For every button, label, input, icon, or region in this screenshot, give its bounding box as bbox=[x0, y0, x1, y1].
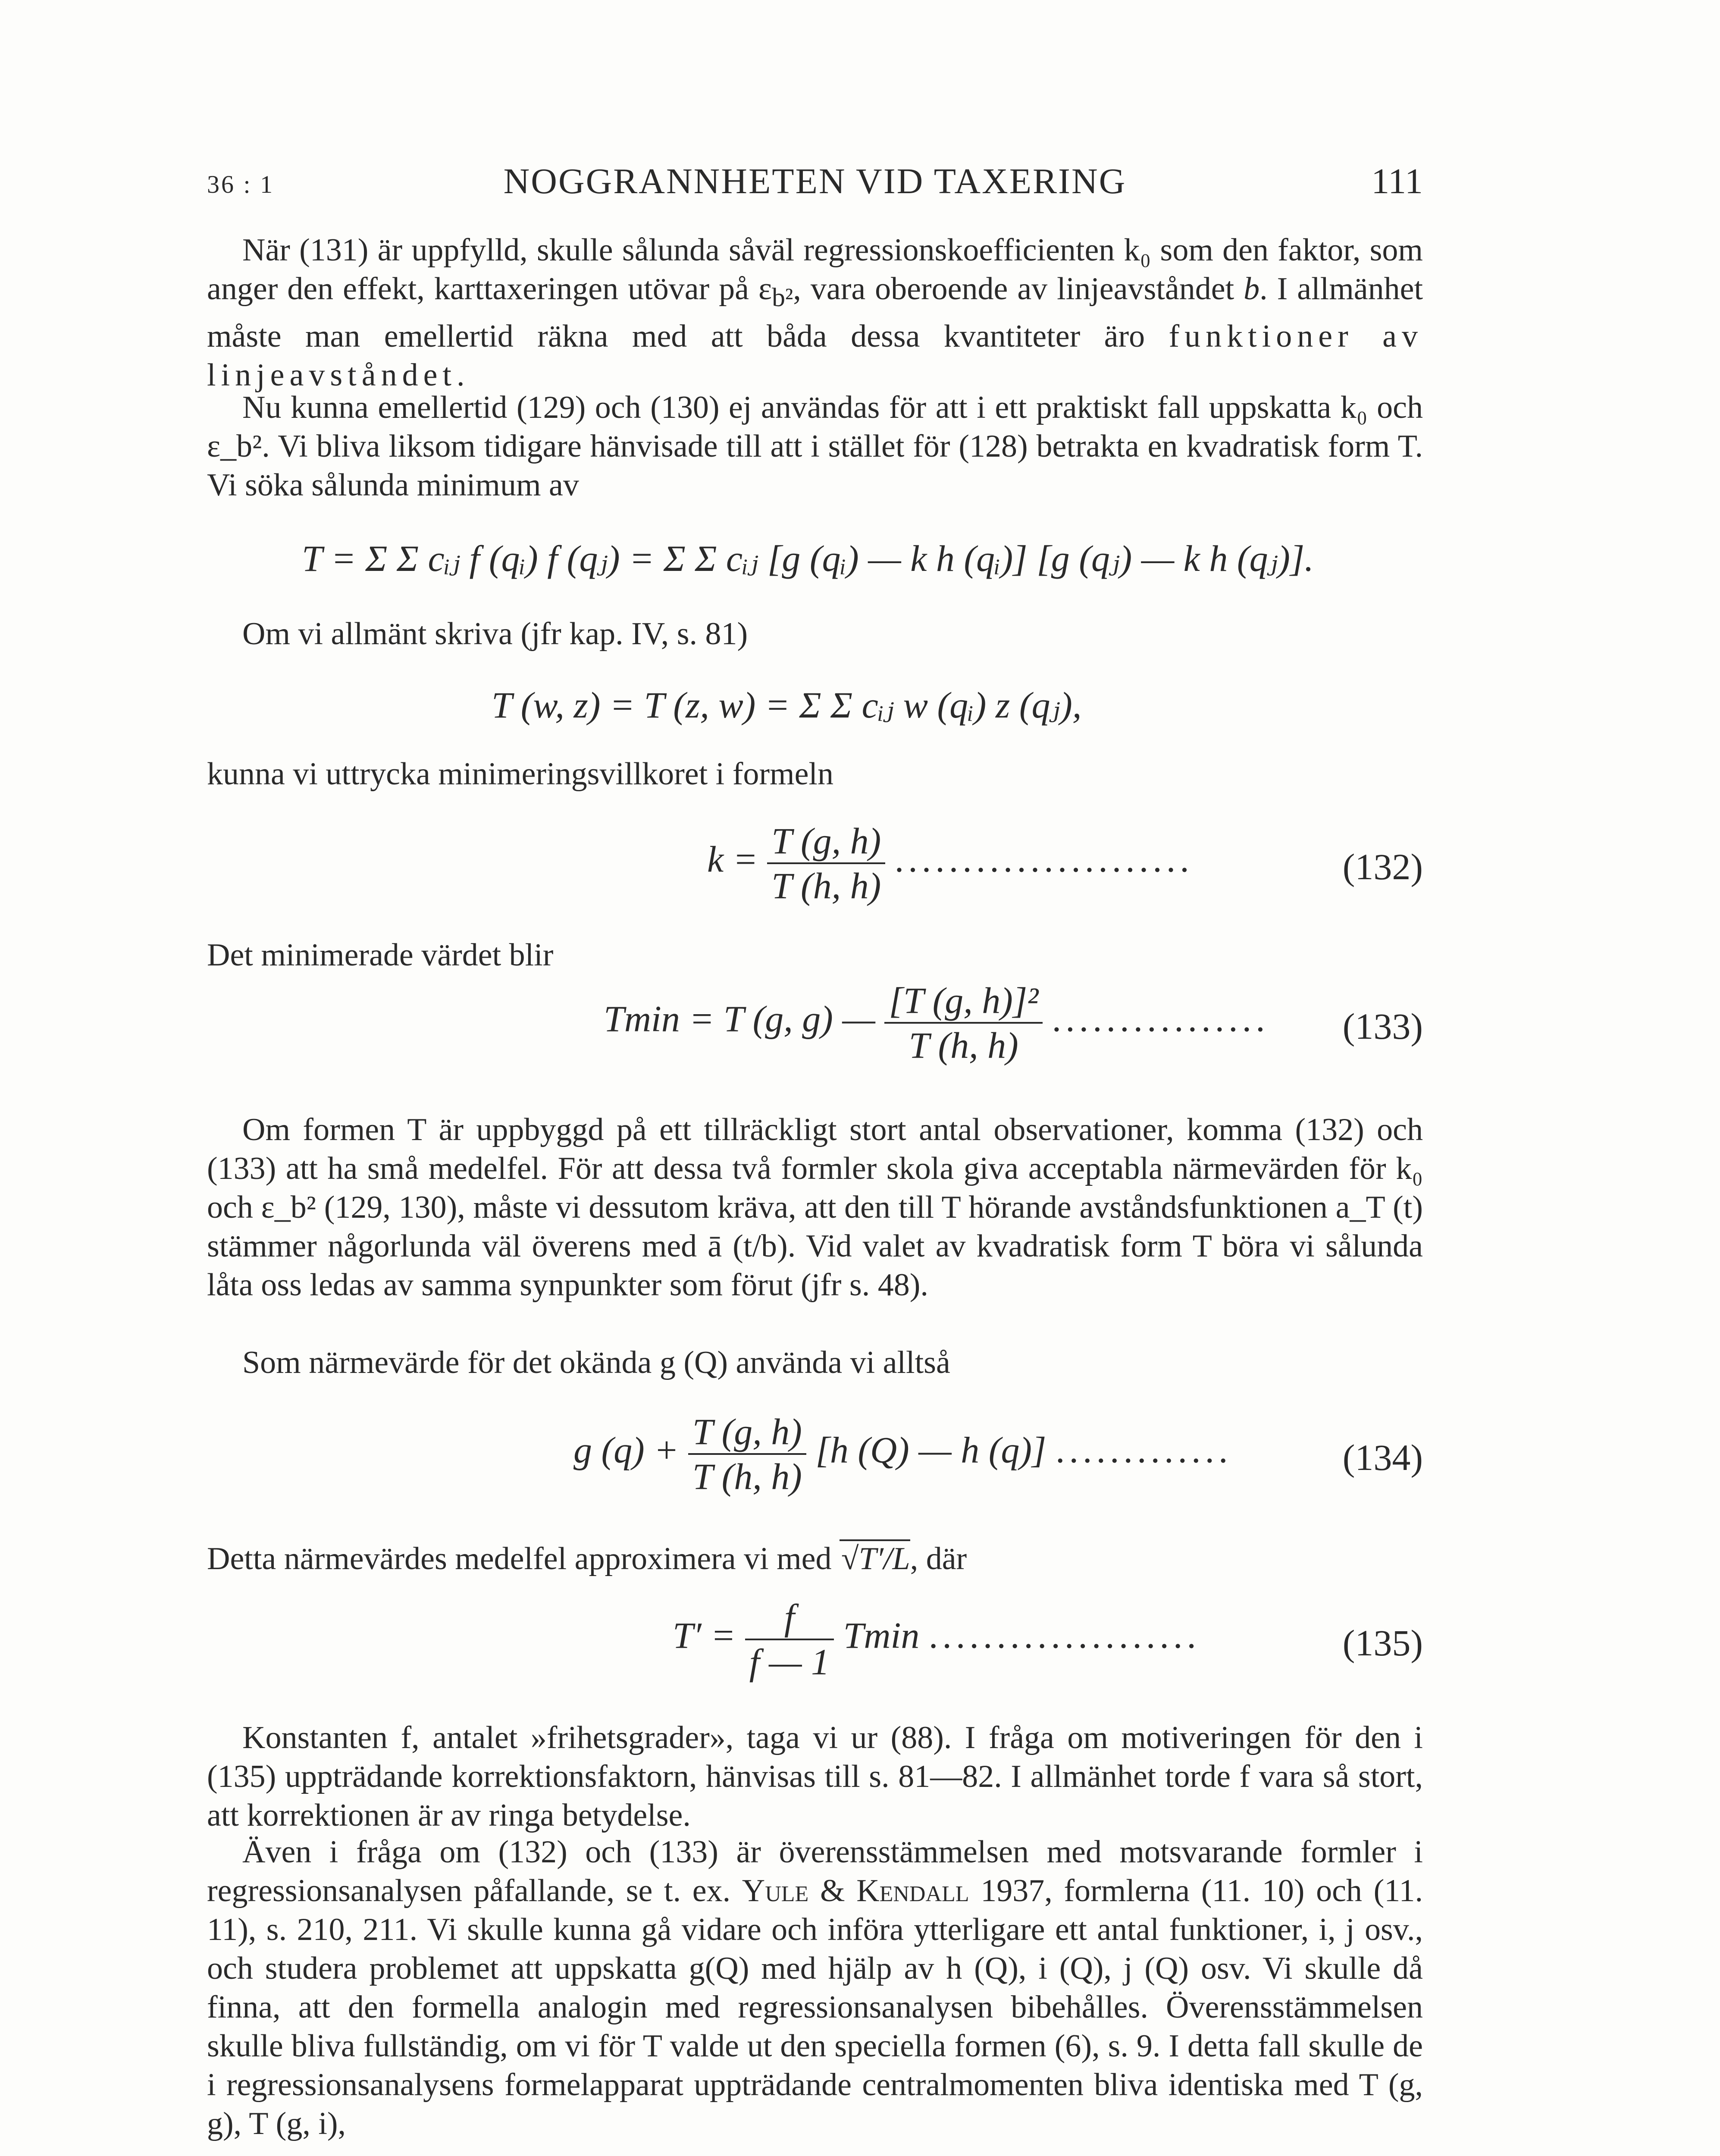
eq132-leaders: ...................... bbox=[894, 838, 1194, 880]
paragraph-1-emphasis: funktioner av linjeavståndet bbox=[207, 318, 1423, 393]
page-number: 111 bbox=[1371, 161, 1423, 201]
eq132-numerator: T (g, h) bbox=[767, 819, 885, 864]
paragraph-1-e: . I allmänhet måste man emellertid räkna med att båda dessa kvantiteter äro bbox=[207, 271, 1423, 354]
eq133-numerator: [T (g, h)]² bbox=[884, 979, 1043, 1024]
running-title: NOGGRANNHETEN VID TAXERING bbox=[503, 161, 1127, 201]
eq135-leaders: .................... bbox=[928, 1614, 1200, 1656]
eq132-fraction bbox=[767, 819, 885, 907]
eq133-leaders: ................ bbox=[1052, 998, 1269, 1040]
paragraph-1-g: . bbox=[456, 357, 465, 393]
eq135-fraction bbox=[745, 1595, 834, 1683]
paragraph-8 bbox=[207, 1539, 1423, 1578]
paragraph-1-b: b² bbox=[772, 282, 793, 312]
equation-132 bbox=[707, 819, 1423, 914]
eq132-number: (132) bbox=[1342, 846, 1423, 887]
section-number: 36 : 1 bbox=[207, 170, 275, 198]
eq135-denominator: f — 1 bbox=[749, 1641, 830, 1683]
equation-135 bbox=[673, 1595, 1423, 1690]
citation-authors: Yule & Kendall bbox=[742, 1873, 969, 1908]
sqrt-expression: √T′/L bbox=[840, 1539, 910, 1576]
paragraph-9: Konstanten f, antalet »frihetsgrader», taga vi ur (88). I fråga om motiveringen för den i (135) uppträdande korrektionsfaktorn, hänvisas till s. 81—82. I allmänhet torde f vara så stort, att korrektionen är av ringa betydelse. bbox=[207, 1720, 1423, 1833]
eq135-lhs: T′ = bbox=[673, 1614, 736, 1656]
eq134-leaders: ............. bbox=[1055, 1429, 1232, 1471]
eq135-number: (135) bbox=[1342, 1622, 1423, 1664]
paragraph-10 bbox=[207, 1833, 1423, 2143]
eq134-number: (134) bbox=[1342, 1437, 1423, 1478]
eq133-fraction bbox=[884, 979, 1043, 1067]
eq132-lhs: k = bbox=[707, 838, 758, 880]
paragraph-1-a: När (131) är uppfylld, skulle sålunda såväl regressionskoefficienten k₀ som den faktor, som anger den effekt, karttaxeringen utövar på ε bbox=[207, 232, 1423, 307]
eq132-denominator: T (h, h) bbox=[771, 865, 881, 906]
eq134-lhs: g (q) + bbox=[573, 1429, 679, 1471]
paragraph-10-a: Även i fråga om (132) och (133) är överensstämmelsen med motsvarande formler i regressionsanalysen påfallande, se t. ex. bbox=[207, 1834, 1423, 1908]
paragraph-8-a: Detta närmevärdes medelfel approximera vi med bbox=[207, 1541, 840, 1576]
paragraph-2: Nu kunna emellertid (129) och (130) ej användas för att i ett praktiskt fall uppskatta k₀ och ε_b². Vi bliva liksom tidigare hänvisade till att i stället för (128) betrakta en kvadratisk form T. Vi söka sålunda minimum av bbox=[207, 390, 1423, 503]
equation-133 bbox=[604, 979, 1423, 1074]
paragraph-10-c: 1937, formlerna (11. 10) och (11. 11), s. 210, 211. Vi skulle kunna gå vidare och införa ytterligare ett antal funktioner, i, j osv., och studera problemet att uppskatta g(Q) med hjälp av h (Q), i (Q), j (Q) osv. Vi skulle då finna, att den formella analogin med regressionsanalysen bibehålles. Överensstämmelsen skulle bliva fullständig, om vi för T valde ut den speciella formen (6), s. 9. I detta fall skulle de i regressionsanalysens formelapparat uppträdande centralmomenten bliva identiska med T (g, g), T (g, i), bbox=[207, 1873, 1423, 2141]
eq133-denominator: T (h, h) bbox=[909, 1025, 1018, 1066]
equation-Twz: T (w, z) = T (z, w) = Σ Σ cᵢⱼ w (qᵢ) z (qⱼ), bbox=[492, 684, 1082, 726]
equation-134 bbox=[573, 1410, 1423, 1505]
eq133-lhs: Tmin = T (g, g) — bbox=[604, 998, 875, 1040]
eq135-numerator: f bbox=[745, 1595, 834, 1640]
paragraph-4: kunna vi uttrycka minimeringsvillkoret i formeln bbox=[207, 756, 833, 792]
eq134-fraction bbox=[688, 1410, 806, 1498]
paragraph-8-c: , där bbox=[910, 1541, 967, 1576]
eq133-number: (133) bbox=[1342, 1006, 1423, 1047]
paragraph-6: Om formen T är uppbyggd på ett tillräckligt stort antal observationer, komma (132) och (133) att ha små medelfel. För att dessa två formler skola giva acceptabla närmevärden för k₀ och ε_b² (129, 130), måste vi dessutom kräva, att den till T hörande avståndsfunktionen a_T (t) stämmer någorlunda väl överens med ā (t/b). Vid valet av kvadratisk form T böra vi sålunda låta oss ledas av samma synpunkter som förut (jfr s. 48). bbox=[207, 1112, 1423, 1303]
paragraph-7: Som närmevärde för det okända g (Q) använda vi alltså bbox=[242, 1345, 950, 1380]
paragraph-5: Det minimerade värdet blir bbox=[207, 937, 554, 973]
running-header bbox=[207, 160, 1423, 208]
equation-T: T = Σ Σ cᵢⱼ f (qᵢ) f (qⱼ) = Σ Σ cᵢⱼ [g (qᵢ) — k h (qᵢ)] [g (qⱼ) — k h (qⱼ)]. bbox=[302, 538, 1314, 579]
paragraph-1-d: b bbox=[1244, 271, 1260, 307]
eq134-numerator: T (g, h) bbox=[688, 1410, 806, 1455]
eq134-denominator: T (h, h) bbox=[692, 1456, 802, 1497]
paragraph-3: Om vi allmänt skriva (jfr kap. IV, s. 81) bbox=[242, 616, 748, 652]
eq134-rhs: [h (Q) — h (q)] bbox=[815, 1429, 1046, 1471]
eq135-rhs: Tmin bbox=[843, 1614, 920, 1656]
paragraph-1 bbox=[207, 231, 1423, 395]
paragraph-1-c: , vara oberoende av linjeavståndet bbox=[793, 271, 1244, 307]
